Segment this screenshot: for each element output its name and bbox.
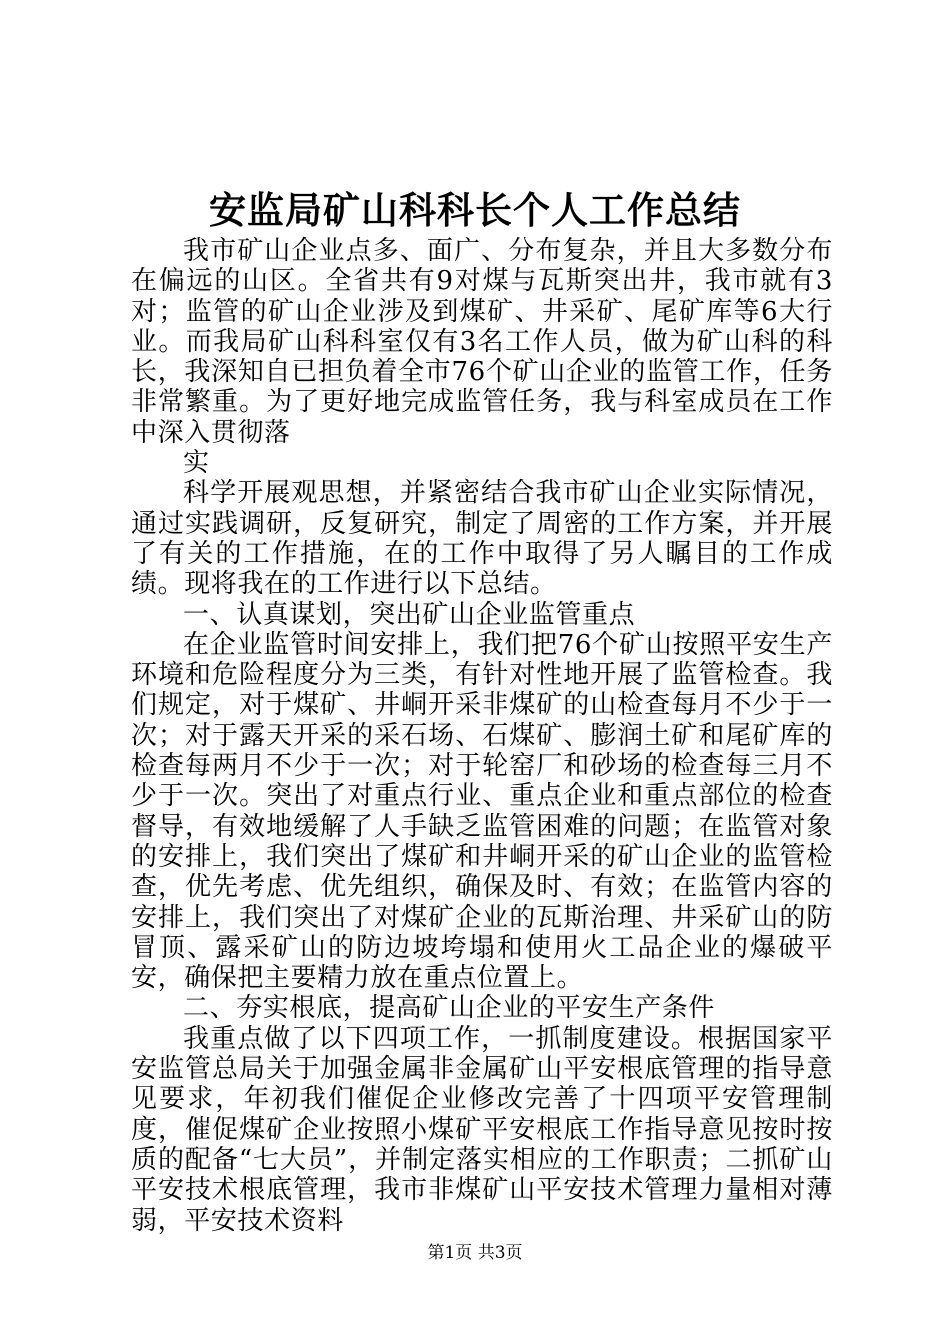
document-body xyxy=(131,236,833,1236)
paragraph-summary-intro: 科学开展观思想，并紧密结合我市矿山企业实际情况，通过实践调研，反复研究，制定了周密的工作方案，并开展了有关的工作措施，在的工作中取得了另人瞩目的工作成绩。现将我在的工作进行以下总结。 xyxy=(131,478,833,600)
paragraph-section-2: 我重点做了以下四项工作，一抓制度建设。根据国家平安监管总局关于加强金属非金属矿山平安根底管理的指导意见要求，年初我们催促企业修改完善了十四项平安管理制度，催促煤矿企业按照小煤矿平安根底工作指导意见按时按质的配备“七大员”，并制定落实相应的工作职责；二抓矿山平安技术根底管理，我市非煤矿山平安技术管理力量相对薄弱，平安技术资料 xyxy=(131,1023,833,1236)
document-title: 安监局矿山科科长个人工作总结 xyxy=(209,188,741,232)
page-number-footer: 第1页 共3页 xyxy=(427,1243,523,1263)
paragraph-intro: 我市矿山企业点多、面广、分布复杂，并且大多数分布在偏远的山区。全省共有9对煤与瓦斯突出井，我市就有3对；监管的矿山企业涉及到煤矿、井采矿、尾矿库等6大行业。而我局矿山科科室仅有3名工作人员，做为矿山科的科长，我深知自已担负着全市76个矿山企业的监管工作，任务非常繁重。为了更好地完成监管任务，我与科室成员在工作中深入贯彻落 xyxy=(131,236,833,448)
paragraph-section-1: 在企业监管时间安排上，我们把76个矿山按照平安生产环境和危险程度分为三类，有针对性地开展了监管检查。我们规定，对于煤矿、井峒开采非煤矿的山检查每月不少于一次；对于露天开采的采石场、石煤矿、膨润土矿和尾矿库的检查每两月不少于一次；对于轮窑厂和砂场的检查每三月不少于一次。突出了对重点行业、重点企业和重点部位的检查督导，有效地缓解了人手缺乏监管困难的问题；在监管对象的安排上，我们突出了煤矿和井峒开采的矿山企业的监管检查，优先考虑、优先组织，确保及时、有效；在监管内容的安排上，我们突出了对煤矿企业的瓦斯治理、井采矿山的防冒顶、露采矿山的防边坡垮塌和使用火工品企业的爆破平安，确保把主要精力放在重点位置上。 xyxy=(131,629,833,994)
paragraph-fragment: 实 xyxy=(183,448,210,479)
section-heading-2: 二、夯实根底，提高矿山企业的平安生产条件 xyxy=(183,993,716,1024)
section-heading-1: 一、认真谋划，突出矿山企业监管重点 xyxy=(183,599,636,630)
